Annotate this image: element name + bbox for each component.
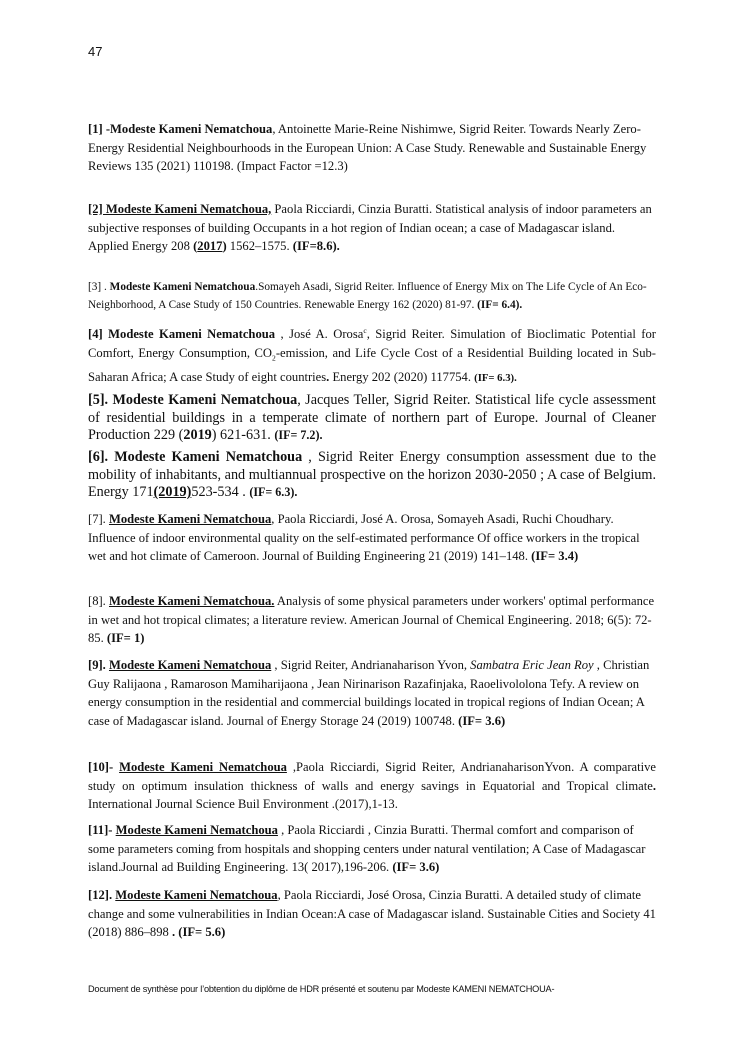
reference-emphasis: (IF= 1) [106, 631, 145, 646]
reference-11 [88, 821, 656, 877]
reference-emphasis: [9]. [88, 658, 109, 672]
reference-emphasis: . (IF= 5.6) [171, 925, 226, 940]
reference-text: -emission, and Life Cycle Cost of a Residential Building located in Sub-Saharan Africa; A case Study of eight countries [88, 345, 656, 384]
reference-6 [88, 449, 656, 502]
reference-emphasis: [10]- [88, 760, 120, 774]
reference-emphasis: Modeste Kameni Nematchoua [115, 888, 278, 902]
reference-text: , Sigrid Reiter, Andrianaharison Yvon, [271, 658, 471, 672]
reference-text: , Antoinette Marie-Reine Nishimwe, Sigrid Reiter. Towards Nearly Zero-Energy Residential Neighbourhoods in the European Union: A Case Study. Renewable and Sustainable Energy Reviews 135 (2021) 110198. (Impact Factor =12.3) [88, 122, 647, 174]
reference-emphasis: (IF= 3.6) [392, 860, 440, 875]
reference-9 [88, 656, 656, 730]
reference-text: International Journal Science Buil Environment .(2017),1-13. [88, 797, 398, 812]
reference-4 [88, 322, 656, 387]
reference-text: , Christian Guy Ralijaona , Ramaroson Mamiharijaona , Jean Nirinarison Razafinjaka, Raoelivololona Tefy. A review on energy consumption in the residential and commercial buildings located in tropical regions of Indian Ocean; A case of Madagascar island. Journal of Energy Storage 24 (2019) 100748. [88, 658, 650, 728]
reference-emphasis: (IF= 6.3). [249, 485, 298, 500]
reference-emphasis: [6]. Modeste Kameni Nematchoua [88, 449, 303, 465]
page-number: 47 [88, 44, 103, 59]
reference-emphasis: (2019) [153, 484, 192, 501]
reference-emphasis: (IF= 3.6) [458, 713, 506, 728]
page-footer: Document de synthèse pour l’obtention du diplôme de HDR présenté et soutenu par Modeste KAMENI NEMATCHOUA- [88, 984, 555, 994]
reference-text: Paola Ricciardi, Cinzia Buratti. Statistical analysis of indoor parameters an subjective responses of building Occupants in a hot region of Indian ocean; a case of Madagascar island. Applied Energy 208 [88, 202, 652, 254]
reference-text: 523-534 . [191, 484, 250, 501]
reference-text: c [363, 326, 367, 335]
reference-3 [88, 278, 656, 314]
reference-emphasis: (IF= 7.2). [274, 428, 323, 443]
reference-text: , Sigrid Reiter Energy consumption assessment due to the mobility of inhabitants, and multiannual prospective on the horizon 2030-2050 ; A case of Belgium. Energy 171 [88, 449, 657, 501]
reference-emphasis: [11]- [88, 823, 116, 837]
reference-emphasis: Modeste Kameni Nematchoua [108, 658, 272, 672]
reference-12 [88, 886, 656, 942]
reference-text: , Sigrid Reiter. Simulation of Bioclimatic Potential for Comfort, Energy Consumption, CO [88, 327, 656, 360]
reference-text: Energy 202 (2020) 117754. [329, 369, 475, 384]
reference-text: ) 621-631. [211, 427, 275, 444]
reference-emphasis: (IF=8.6). [292, 239, 340, 254]
reference-emphasis: Modeste Kameni Nematchoua [115, 823, 278, 837]
reference-text: [8]. [88, 594, 109, 608]
reference-text: Analysis of some physical parameters under workers' optimal performance in wet and hot tropical climates; a literature review. American Journal of Chemical Engineering. 2018; 6(5): 72-85. [88, 594, 655, 646]
reference-text: 2 [272, 353, 276, 363]
reference-10 [88, 758, 656, 814]
reference-text: .Somayeh Asadi, Sigrid Reiter. Influence of Energy Mix on The Life Cycle of An Eco-Neighborhood, A Case Study of 150 Countries. Renewable Energy 162 (2020) 81-97. [88, 281, 647, 311]
reference-emphasis: Modeste Kameni Nematchoua [119, 760, 287, 774]
reference-emphasis: [5]. Modeste Kameni Nematchoua [88, 392, 298, 408]
reference-emphasis: [2] Modeste Kameni Nematchoua, [88, 202, 272, 216]
reference-emphasis: Modeste Kameni Nematchoua [109, 281, 256, 293]
reference-text: , Paola Ricciardi, José A. Orosa, Somayeh Asadi, Ruchi Choudhary. Influence of indoor environmental quality on the self-estimated performance Of office workers in the tropical wet and hot climate of Cameroon. Journal of Building Engineering 21 (2019) 141–148. [88, 512, 640, 564]
reference-text: 1562–1575. [226, 239, 293, 254]
reference-text: , José A. Orosa [275, 327, 364, 342]
reference-emphasis: (IF= 6.4). [477, 299, 523, 311]
reference-text: , Paola Ricciardi , Cinzia Buratti. Thermal comfort and comparison of some parameters coming from hospitals and shopping centers under natural ventilation; A Case of Madagascar island.Journal ad Building Engineering. 13( 2017),196-206. [88, 823, 646, 875]
reference-1 [88, 120, 656, 176]
reference-emphasis: . [652, 778, 656, 793]
reference-text: , Paola Ricciardi, José Orosa, Cinzia Buratti. A detailed study of climate change and some vulnerabilities in Indian Ocean:A case of Madagascar island. Sustainable Cities and Society 41 (2018) 886–898 [88, 888, 656, 940]
reference-8 [88, 592, 656, 648]
reference-emphasis: (IF= 6.3). [474, 371, 517, 384]
reference-2 [88, 200, 656, 256]
reference-5 [88, 392, 656, 445]
reference-emphasis: [12]. [88, 888, 116, 902]
reference-text: [3] . [88, 281, 110, 293]
reference-text: , Jacques Teller, Sigrid Reiter. Statistical life cycle assessment of residential buildings in a temperate climate of northern part of Europe. Journal of Cleaner Production 229 ( [88, 392, 657, 444]
reference-text: ,Paola Ricciardi, Sigrid Reiter, AndrianaharisonYvon. A comparative study on optimum insulation thickness of walls and energy savings in Equatorial and Tropical climate [88, 760, 656, 793]
reference-emphasis: [1] -Modeste Kameni Nematchoua [88, 122, 273, 136]
reference-emphasis: [4] Modeste Kameni Nematchoua [88, 327, 276, 342]
reference-emphasis: 2017 [197, 239, 223, 254]
reference-emphasis: ) [222, 239, 227, 254]
reference-text: [7]. [88, 512, 109, 526]
reference-emphasis: Modeste Kameni Nematchoua [108, 512, 272, 526]
reference-emphasis: 2019 [183, 427, 212, 444]
reference-emphasis: . [326, 369, 330, 384]
reference-emphasis: ( [193, 239, 198, 254]
reference-emphasis: (IF= 3.4) [531, 549, 579, 564]
reference-emphasis: Modeste Kameni Nematchoua. [108, 594, 275, 608]
reference-7 [88, 510, 656, 566]
reference-text: Sambatra Eric Jean Roy [470, 658, 594, 672]
